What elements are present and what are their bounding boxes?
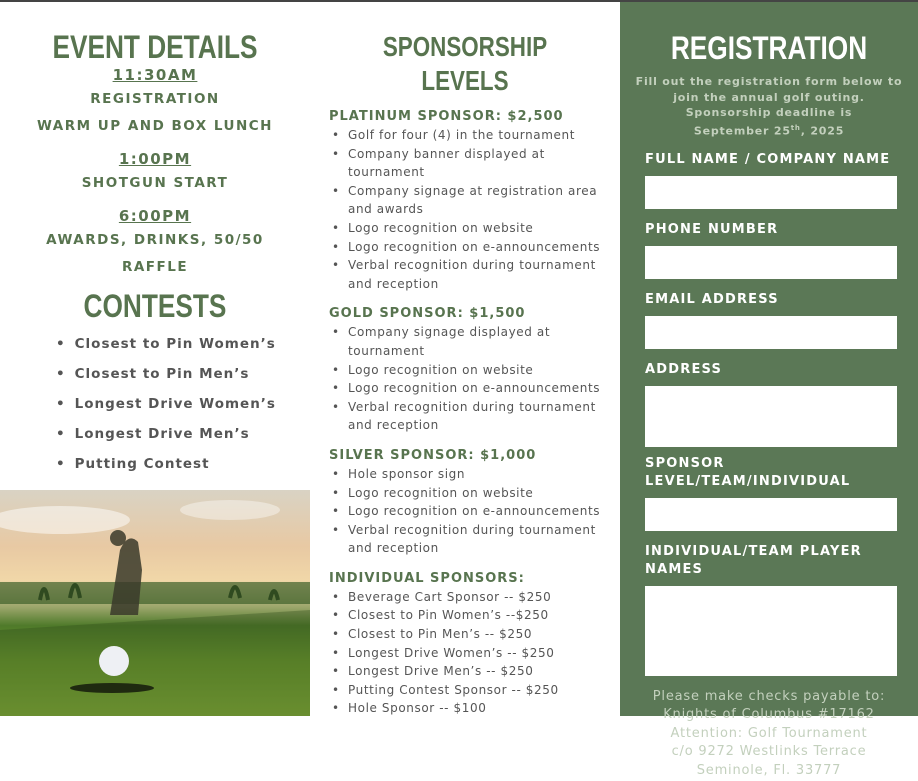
payment-line: Knights of Columbus #17162 [663,707,875,723]
registration-title: REGISTRATION [670,30,868,66]
address-field[interactable] [645,386,897,447]
benefits-list [329,126,610,293]
schedule-line: WARM UP AND BOX LUNCH [37,118,273,134]
sponsorship-title: SPONSORSHIP LEVELS [382,31,548,96]
payment-line: Seminole, Fl. 33777 [696,763,842,779]
list-item: • Closest to Pin Men’s [56,359,310,389]
intro-line: join the annual golf outing. [673,90,865,104]
email-label: EMAIL ADDRESS [645,291,779,307]
list-item: • Company signage at registration area and awards [329,182,610,219]
list-item: • Logo recognition on e-announcements [329,238,610,257]
deadline-date: September 25 [693,124,791,138]
schedule [0,64,310,281]
schedule-line: AWARDS, DRINKS, 50/50 [46,232,264,248]
sponsor-level-heading: PLATINUM SPONSOR: $2,500 [329,109,564,124]
benefits-list [329,465,610,558]
schedule-line: RAFFLE [121,259,189,275]
player-names-label: INDIVIDUAL/TEAM PLAYER NAMES [645,543,862,577]
payment-line: Please make checks payable to: [652,688,886,704]
sponsor-level-heading: GOLD SPONSOR: $1,500 [329,306,526,322]
full-name-field[interactable] [645,176,897,209]
contests-title: CONTESTS [83,288,227,324]
schedule-time: 6:00PM [118,207,192,225]
list-item: • Logo recognition on website [329,219,610,238]
deadline-year: , 2025 [800,124,845,138]
list-item: • Closest to Pin Women’s --$250 [329,606,610,625]
list-item: • Closest to Pin Women’s [56,329,310,359]
list-item: • Longest Drive Men’s [56,419,310,449]
deadline [620,121,918,139]
benefits-list [329,588,610,718]
intro-line: Sponsorship deadline is [685,106,853,119]
player-names-field[interactable] [645,586,897,676]
list-item: • Longest Drive Men’s -- $250 [329,662,610,681]
golfer-photo [0,490,310,716]
schedule-time: 11:30AM [112,66,198,84]
sponsor-level-heading: SILVER SPONSOR: $1,000 [329,447,537,463]
payment-line: c/o 9272 Westlinks Terrace [671,744,867,760]
list-item: • Hole Sponsor -- $100 [329,699,610,718]
email-field[interactable] [645,316,897,349]
list-item: • Verbal recognition during tournament and reception [329,521,610,558]
sponsor-level-heading: INDIVIDUAL SPONSORS: [329,570,525,586]
phone-label: PHONE NUMBER [645,221,779,237]
list-item: • Logo recognition on e-announcements [329,502,610,521]
list-item: • Putting Contest Sponsor -- $250 [329,681,610,700]
sponsorship-levels [310,108,620,718]
sponsorship-panel [310,2,620,716]
payment-instructions [620,688,918,781]
list-item: • Longest Drive Women’s [56,389,310,419]
schedule-line: SHOTGUN START [81,175,229,191]
schedule-line: REGISTRATION [90,91,220,107]
list-item: • Longest Drive Women’s -- $250 [329,644,610,663]
registration-intro [620,74,918,139]
list-item: • Golf for four (4) in the tournament [329,126,610,145]
intro-line: Fill out the registration form below to [635,75,903,88]
address-label: ADDRESS [645,361,723,377]
benefits-list [329,323,610,435]
deadline-suffix: th [790,123,801,132]
event-details-panel [0,2,310,716]
sponsor-level-label: SPONSOR LEVEL/TEAM/INDIVIDUAL [645,455,851,489]
list-item: • Logo recognition on website [329,361,610,380]
list-item: • Verbal recognition during tournament and reception [329,256,610,293]
phone-field[interactable] [645,246,897,279]
event-details-title: EVENT DETAILS [52,29,258,65]
list-item: • Company signage displayed at tournament [329,323,610,360]
list-item: • Logo recognition on e-announcements [329,379,610,398]
schedule-time: 1:00PM [118,150,192,168]
sponsor-level-field[interactable] [645,498,897,531]
list-item: • Putting Contest [56,449,310,479]
list-item: • Beverage Cart Sponsor -- $250 [329,588,610,607]
list-item: • Company banner displayed at tournament [329,145,610,182]
registration-panel [620,2,918,779]
list-item: • Hole sponsor sign [329,465,610,484]
list-item: • Closest to Pin Men’s -- $250 [329,625,610,644]
list-item: • Logo recognition on website [329,484,610,503]
full-name-label: FULL NAME / COMPANY NAME [645,151,891,167]
payment-line: Attention: Golf Tournament [670,725,868,741]
list-item: • Verbal recognition during tournament and reception [329,398,610,435]
contests-list [56,329,310,479]
